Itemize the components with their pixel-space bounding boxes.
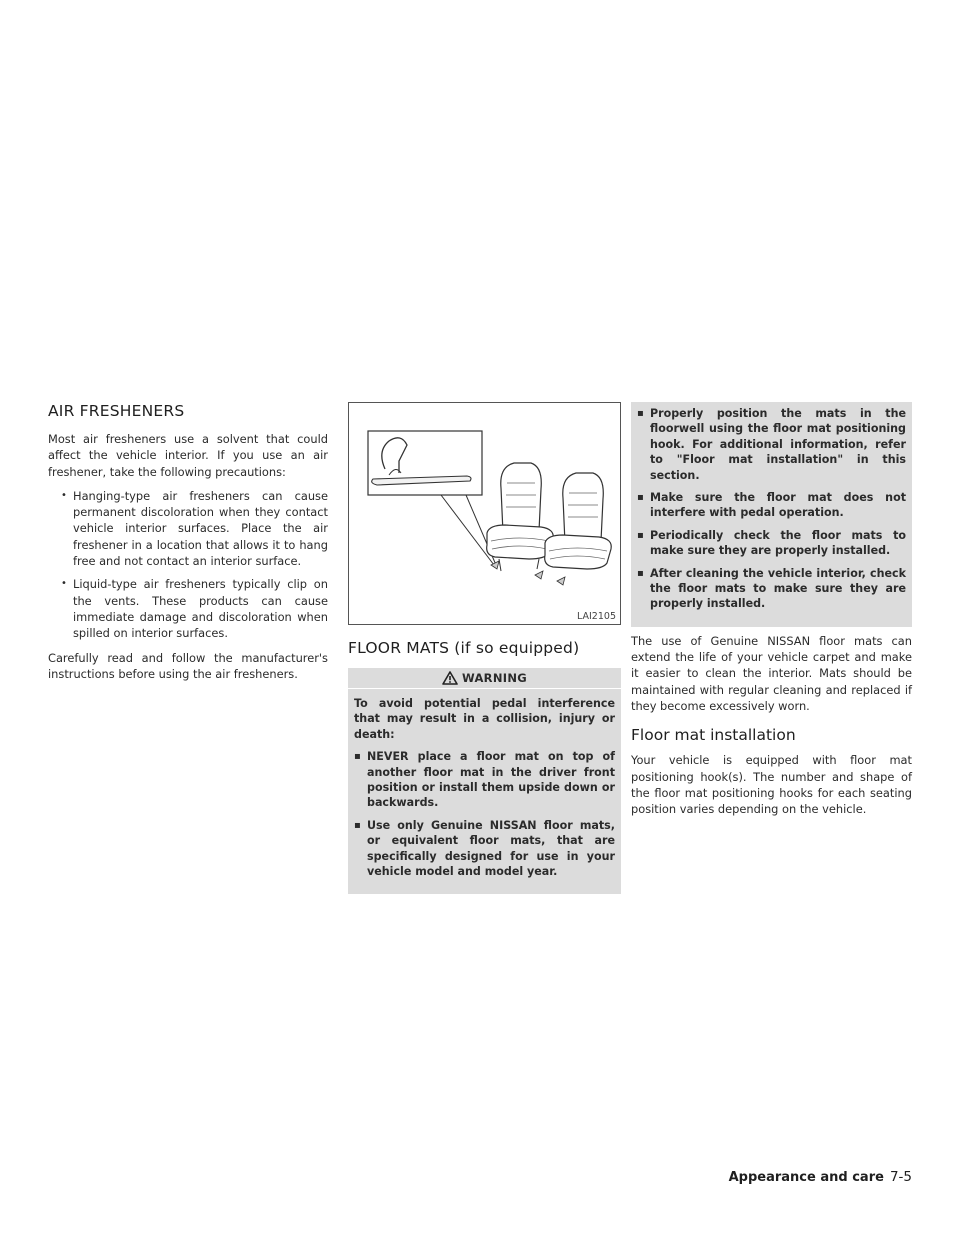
warning-intro: To avoid potential pedal interference that may result in a collision, injury or death: bbox=[354, 697, 615, 741]
floor-mat-installation-body: Your vehicle is equipped with floor mat positioning hook(s). The number and shape of the floor mat positioning hooks for each seating position varies depending on the vehicle. bbox=[631, 753, 912, 817]
footer-section-title: Appearance and care bbox=[728, 1170, 884, 1185]
floor-mat-hook-illustration bbox=[348, 402, 621, 625]
list-item: ▪ Make sure the floor mat does not interfere with pedal operation. bbox=[637, 490, 906, 521]
air-fresheners-heading: AIR FRESHENERS bbox=[48, 402, 185, 420]
list-item: • Hanging-type air fresheners can cause permanent discoloration when they contact vehicle interior surfaces. Place the air freshener in a location that allows it to hang free and not contact an interior surface. bbox=[60, 488, 328, 569]
air-fresheners-column bbox=[48, 402, 328, 690]
warning-box-continued bbox=[631, 402, 912, 627]
list-item: ▪ Properly position the mats in the floorwell using the floor mat positioning hook. For additional information, refer to "Floor mat installation" in this section. bbox=[637, 406, 906, 483]
page-number: 7-5 bbox=[889, 1169, 912, 1185]
page-footer bbox=[729, 1169, 912, 1185]
seat-illustration-icon bbox=[349, 403, 622, 626]
floor-mats-continued-column bbox=[631, 402, 912, 826]
air-fresheners-intro: Most air fresheners use a solvent that could affect the vehicle interior. If you use an air freshener, take the following precautions: bbox=[48, 432, 328, 479]
list-item: • Liquid-type air fresheners typically clip on the vents. These products can cause immediate damage and discoloration when spilled on interior surfaces. bbox=[60, 576, 328, 641]
warning-box bbox=[348, 668, 621, 894]
air-fresheners-list bbox=[48, 488, 328, 642]
list-item: ▪ Periodically check the floor mats to make sure they are properly installed. bbox=[637, 528, 906, 559]
warning-title: WARNING bbox=[462, 671, 527, 685]
list-item: ▪ Use only Genuine NISSAN floor mats, or equivalent floor mats, that are specifically designed for use in your vehicle model and model year. bbox=[354, 818, 615, 880]
list-item: ▪ NEVER place a floor mat on top of another floor mat in the driver front position or install them upside down or backwards. bbox=[354, 749, 615, 811]
air-fresheners-closing: Carefully read and follow the manufacturer's instructions before using the air fresheners. bbox=[48, 650, 328, 681]
list-item: ▪ After cleaning the vehicle interior, check the floor mats to make sure they are properly installed. bbox=[637, 566, 906, 612]
figure-label: LAI2105 bbox=[577, 611, 616, 622]
floor-mats-body: The use of Genuine NISSAN floor mats can extend the life of your vehicle carpet and make it easier to clean the interior. Mats should be maintained with regular cleaning and replaced if they become excessively worn. bbox=[631, 633, 912, 714]
floor-mat-installation-heading: Floor mat installation bbox=[631, 726, 796, 745]
warning-header bbox=[348, 668, 621, 689]
warning-list bbox=[354, 749, 615, 879]
floor-mats-heading: FLOOR MATS (if so equipped) bbox=[348, 639, 580, 657]
warning-list-continued bbox=[637, 406, 906, 612]
warning-triangle-icon bbox=[442, 671, 458, 685]
floor-mats-column bbox=[348, 402, 621, 894]
